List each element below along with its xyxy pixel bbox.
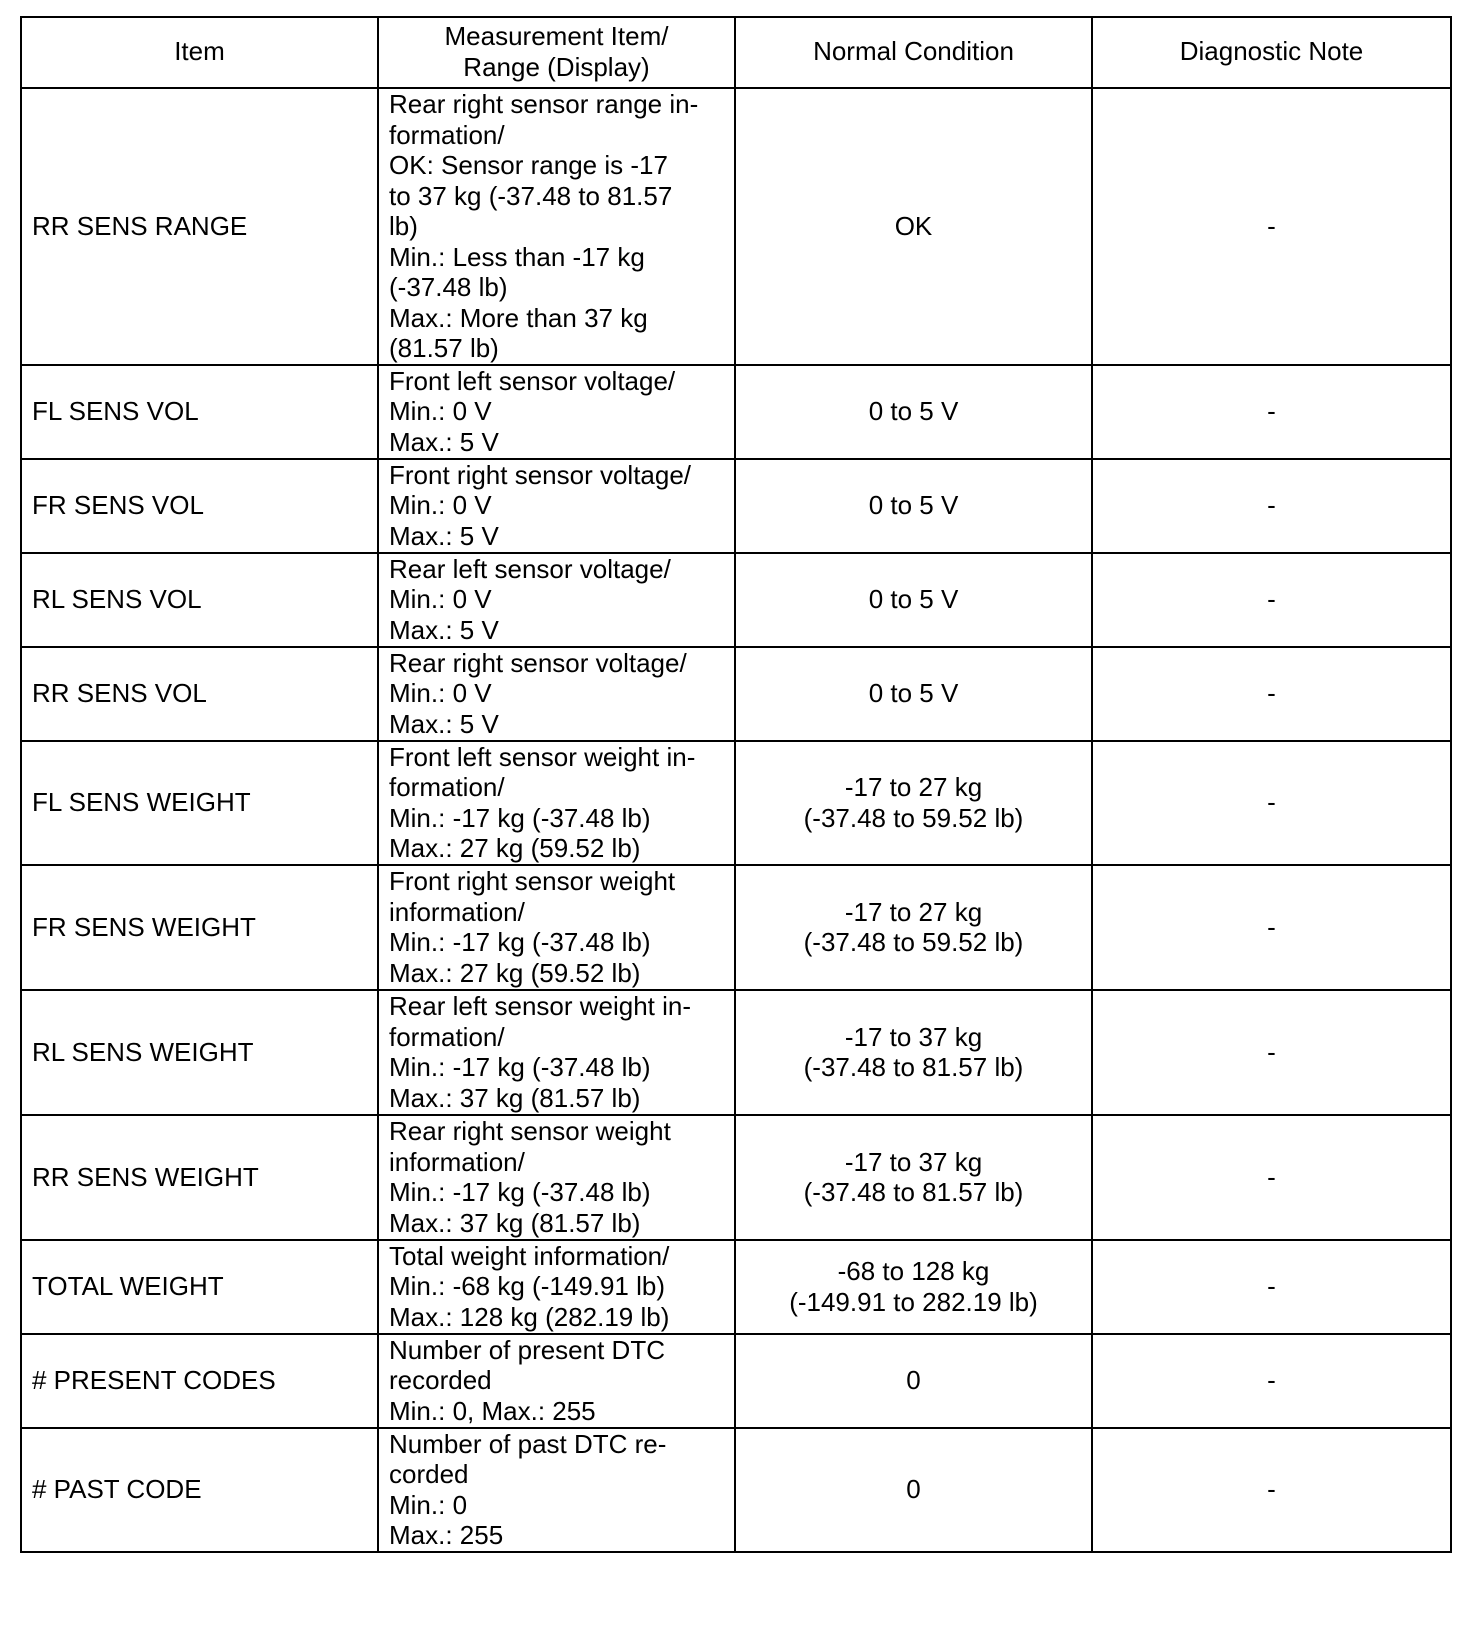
measurement-line: Min.: -17 kg (-37.48 lb) (389, 927, 651, 957)
table-row (21, 88, 1451, 365)
normal-condition-line: (-37.48 to 81.57 lb) (803, 1052, 1024, 1082)
header-measurement (378, 17, 735, 88)
measurement-cell (378, 1115, 735, 1240)
measurement-line: Max.: 255 (389, 1520, 504, 1550)
diagnostic-note-cell: - (1092, 1240, 1451, 1334)
normal-condition-cell (735, 1428, 1092, 1552)
measurement-cell (378, 990, 735, 1115)
normal-condition-line: (-37.48 to 81.57 lb) (803, 1177, 1024, 1207)
measurement-line: lb) (389, 211, 418, 241)
item-cell: RR SENS WEIGHT (21, 1115, 378, 1240)
measurement-line: Rear right sensor weight (389, 1116, 671, 1146)
header-measurement-line: Range (Display) (463, 51, 650, 82)
measurement-line: formation/ (389, 772, 505, 802)
measurement-line: Max.: 37 kg (81.57 lb) (389, 1207, 641, 1238)
diagnostic-note-cell: - (1092, 865, 1451, 990)
item-cell: # PRESENT CODES (21, 1334, 378, 1428)
table-row (21, 553, 1451, 647)
measurement-line: Min.: -68 kg (-149.91 lb) (389, 1271, 666, 1302)
diagnostic-note-cell: - (1092, 990, 1451, 1115)
table-row (21, 865, 1451, 990)
normal-condition-line: -17 to 37 kg (844, 1021, 983, 1052)
normal-condition-line: 0 (906, 1365, 921, 1396)
normal-condition-line: (-37.48 to 59.52 lb) (803, 802, 1024, 833)
measurement-line: formation/ (389, 1021, 505, 1052)
normal-condition-cell (735, 990, 1092, 1115)
normal-condition-cell (735, 88, 1092, 365)
item-cell: FR SENS VOL (21, 459, 378, 553)
table-row (21, 1428, 1451, 1552)
measurement-cell (378, 365, 735, 459)
measurement-line: Max.: 5 V (389, 520, 499, 551)
normal-condition-line: 0 to 5 V (868, 584, 959, 615)
measurement-line: Rear left sensor weight in- (389, 991, 692, 1021)
measurement-line: Min.: 0 V (389, 584, 492, 615)
header-measurement-line: Measurement Item/ (444, 21, 669, 51)
measurement-line: Min.: 0, Max.: 255 (389, 1395, 596, 1426)
diagnostic-note-cell: - (1092, 553, 1451, 647)
measurement-line: Number of present DTC (389, 1334, 665, 1365)
measurement-cell (378, 553, 735, 647)
measurement-line: Min.: 0 V (389, 678, 492, 709)
measurement-cell (378, 1334, 735, 1428)
measurement-cell (378, 1240, 735, 1334)
normal-condition-cell (735, 1334, 1092, 1428)
measurement-cell (378, 88, 735, 365)
measurement-line: Min.: Less than -17 kg (389, 241, 645, 272)
table-header-row (21, 17, 1451, 88)
measurement-line: to 37 kg (-37.48 to 81.57 (389, 180, 673, 211)
item-cell: RR SENS VOL (21, 647, 378, 741)
measurement-line: OK: Sensor range is -17 (389, 150, 668, 180)
table-row (21, 1240, 1451, 1334)
measurement-line: Front right sensor voltage/ (389, 459, 692, 490)
measurement-line: Front left sensor weight in- (389, 741, 696, 772)
item-cell: RL SENS VOL (21, 553, 378, 647)
item-cell: FR SENS WEIGHT (21, 865, 378, 990)
normal-condition-line: -17 to 27 kg (844, 772, 983, 802)
normal-condition-line: -68 to 128 kg (837, 1256, 990, 1286)
measurement-line: Min.: -17 kg (-37.48 lb) (389, 1052, 651, 1082)
table-row (21, 459, 1451, 553)
measurement-line: formation/ (389, 119, 505, 150)
normal-condition-cell (735, 1115, 1092, 1240)
normal-condition-line: -17 to 27 kg (844, 896, 983, 927)
diagnostic-note-cell: - (1092, 1334, 1451, 1428)
normal-condition-cell (735, 365, 1092, 459)
normal-condition-cell (735, 459, 1092, 553)
measurement-line: information/ (389, 896, 525, 927)
table-row (21, 647, 1451, 741)
measurement-line: Min.: 0 (389, 1489, 468, 1520)
table-row (21, 741, 1451, 865)
diagnostic-note-cell: - (1092, 1115, 1451, 1240)
measurement-line: (81.57 lb) (389, 333, 499, 363)
measurement-line: Min.: 0 V (389, 490, 492, 521)
table-row (21, 990, 1451, 1115)
table-row (21, 1115, 1451, 1240)
normal-condition-cell (735, 865, 1092, 990)
normal-condition-cell (735, 647, 1092, 741)
measurement-line: Rear right sensor voltage/ (389, 647, 687, 678)
measurement-cell (378, 741, 735, 865)
measurement-line: Rear left sensor voltage/ (389, 553, 671, 584)
item-cell: TOTAL WEIGHT (21, 1240, 378, 1334)
measurement-line: Max.: 5 V (389, 614, 499, 645)
diagnostic-note-cell: - (1092, 459, 1451, 553)
diagnostic-note-cell: - (1092, 88, 1451, 365)
measurement-line: Min.: 0 V (389, 396, 492, 427)
item-cell: RR SENS RANGE (21, 88, 378, 365)
measurement-line: Total weight information/ (389, 1240, 670, 1271)
measurement-line: corded (389, 1459, 469, 1489)
measurement-line: Rear right sensor range in- (389, 89, 699, 119)
header-diagnostic-note: Diagnostic Note (1092, 17, 1451, 88)
item-cell: FL SENS WEIGHT (21, 741, 378, 865)
normal-condition-line: 0 to 5 V (868, 490, 959, 521)
normal-condition-cell (735, 741, 1092, 865)
measurement-line: Max.: 27 kg (59.52 lb) (389, 957, 641, 988)
diagnostic-note-cell: - (1092, 741, 1451, 865)
normal-condition-cell (735, 553, 1092, 647)
measurement-line: (-37.48 lb) (389, 272, 508, 302)
normal-condition-line: -17 to 37 kg (844, 1146, 983, 1177)
normal-condition-line: (-149.91 to 282.19 lb) (789, 1286, 1038, 1317)
measurement-line: Max.: 27 kg (59.52 lb) (389, 833, 641, 863)
item-cell: FL SENS VOL (21, 365, 378, 459)
measurement-cell (378, 865, 735, 990)
measurement-line: Front left sensor voltage/ (389, 365, 676, 396)
measurement-cell (378, 459, 735, 553)
measurement-line: Max.: More than 37 kg (389, 302, 648, 333)
item-cell: # PAST CODE (21, 1428, 378, 1552)
normal-condition-line: 0 (906, 1474, 921, 1505)
normal-condition-line: 0 to 5 V (868, 396, 959, 427)
normal-condition-cell (735, 1240, 1092, 1334)
measurement-line: Min.: -17 kg (-37.48 lb) (389, 1177, 651, 1207)
table-row (21, 365, 1451, 459)
measurement-cell (378, 647, 735, 741)
header-normal-condition: Normal Condition (735, 17, 1092, 88)
measurement-line: Front right sensor weight (389, 866, 676, 896)
measurement-cell (378, 1428, 735, 1552)
measurement-line: Number of past DTC re- (389, 1428, 667, 1459)
normal-condition-line: 0 to 5 V (868, 678, 959, 709)
item-cell: RL SENS WEIGHT (21, 990, 378, 1115)
measurement-line: Max.: 5 V (389, 708, 499, 739)
table-row (21, 1334, 1451, 1428)
diagnostic-note-cell: - (1092, 647, 1451, 741)
diagnostic-note-cell: - (1092, 1428, 1451, 1552)
measurement-line: Max.: 128 kg (282.19 lb) (389, 1301, 670, 1332)
measurement-line: Max.: 5 V (389, 426, 499, 457)
measurement-line: Max.: 37 kg (81.57 lb) (389, 1082, 641, 1113)
measurement-line: information/ (389, 1146, 525, 1177)
diagnostic-note-cell: - (1092, 365, 1451, 459)
normal-condition-line: (-37.48 to 59.52 lb) (803, 927, 1024, 957)
measurement-line: recorded (389, 1365, 492, 1396)
data-list-table (20, 16, 1452, 1553)
header-item: Item (21, 17, 378, 88)
normal-condition-line: OK (894, 211, 933, 241)
measurement-line: Min.: -17 kg (-37.48 lb) (389, 802, 651, 833)
